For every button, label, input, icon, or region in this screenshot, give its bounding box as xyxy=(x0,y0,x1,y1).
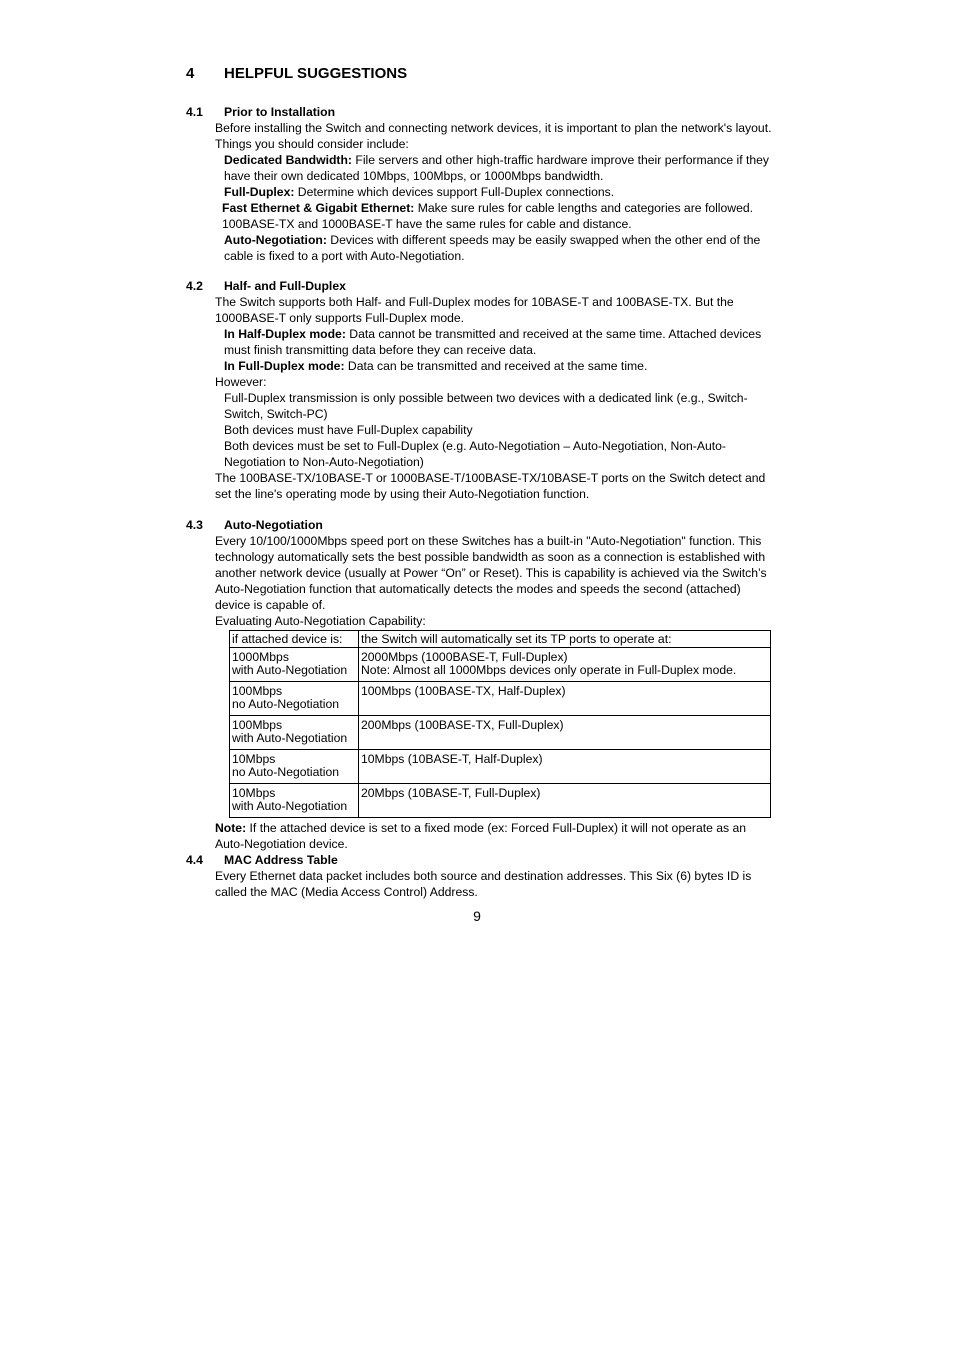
table-row xyxy=(230,682,771,716)
section-number: 4.3 xyxy=(186,518,203,532)
cell-line: 100Mbps xyxy=(232,684,283,698)
table-row xyxy=(230,750,771,784)
cell-line: 1000Mbps xyxy=(232,650,289,664)
table-cell xyxy=(359,784,771,818)
mode-label: In Half-Duplex mode: xyxy=(224,327,346,341)
section-note xyxy=(215,820,776,852)
cell-line: Note: Almost all 1000Mbps devices only operate in Full-Duplex mode. xyxy=(361,663,737,677)
mode-label: In Full-Duplex mode: xyxy=(224,359,345,373)
item-text: Devices with different speeds may be easily swapped when the other end of the cable is fixed to a port with Auto-Negotiation. xyxy=(224,233,761,263)
section-prior-to-installation xyxy=(186,104,776,264)
section-number: 4.4 xyxy=(186,853,203,867)
condition-item: Both devices must be set to Full-Duplex (e.g. Auto-Negotiation – Auto-Negotiation, Non-Auto-Negotiation to Non-Auto-Negotiation) xyxy=(224,439,726,469)
table-header-cell: the Switch will automatically set its TP ports to operate at: xyxy=(359,631,771,648)
section-heading xyxy=(186,517,776,533)
section-auto-negotiation xyxy=(186,517,776,852)
section-title: MAC Address Table xyxy=(224,853,338,867)
chapter-heading xyxy=(186,65,407,82)
section-text: Every Ethernet data packet includes both source and destination addresses. This Six (6) bytes ID is called the MAC (Media Access Control) Address. xyxy=(215,869,752,899)
cell-line: 2000Mbps (1000BASE-T, Full-Duplex) xyxy=(361,650,568,664)
cell-line: 20Mbps (10BASE-T, Full-Duplex) xyxy=(361,786,541,800)
section-intro: Before installing the Switch and connecting network devices, it is important to plan the network's layout. Things you should consider include: xyxy=(215,121,772,151)
table-cell xyxy=(359,750,771,784)
table-cell xyxy=(230,682,359,716)
section-heading xyxy=(186,104,776,120)
section-number: 4.1 xyxy=(186,105,203,119)
cell-line: with Auto-Negotiation xyxy=(232,731,348,745)
cell-line: no Auto-Negotiation xyxy=(232,765,340,779)
mode-text: Data cannot be transmitted and received at the same time. Attached devices must finish transmitting data before they can receive data. xyxy=(224,327,762,357)
cell-line: 10Mbps xyxy=(232,786,276,800)
section-title: Auto-Negotiation xyxy=(224,518,323,532)
item-label: Full-Duplex: xyxy=(224,185,295,199)
chapter-number: 4 xyxy=(186,65,195,82)
condition-item: Full-Duplex transmission is only possible between two devices with a dedicated link (e.g., Switch-Switch, Switch-PC) xyxy=(224,391,748,421)
item-text: File servers and other high-traffic hardware improve their performance if they have their own dedicated 10Mbps, 100Mbps, or 1000Mbps bandwidth. xyxy=(224,153,770,183)
table-cell xyxy=(359,682,771,716)
section-half-full-duplex xyxy=(186,278,776,502)
note-label: Note: xyxy=(215,821,247,835)
cell-line: with Auto-Negotiation xyxy=(232,799,348,813)
table-cell xyxy=(230,716,359,750)
item-label: Dedicated Bandwidth: xyxy=(224,153,352,167)
section-title: Half- and Full-Duplex xyxy=(224,279,346,293)
item-label: Auto-Negotiation: xyxy=(224,233,327,247)
cell-line: 100Mbps (100BASE-TX, Half-Duplex) xyxy=(361,684,566,698)
section-title: Prior to Installation xyxy=(224,105,336,119)
chapter-title: HELPFUL SUGGESTIONS xyxy=(224,65,408,82)
consideration-item xyxy=(224,232,776,264)
cell-line: with Auto-Negotiation xyxy=(232,663,348,677)
consideration-item xyxy=(224,152,776,184)
table-cell xyxy=(359,648,771,682)
consideration-item xyxy=(222,200,776,232)
table-cell xyxy=(230,784,359,818)
section-heading xyxy=(186,278,776,294)
section-number: 4.2 xyxy=(186,279,203,293)
table-row xyxy=(230,716,771,750)
item-label: Fast Ethernet & Gigabit Ethernet: xyxy=(222,201,415,215)
item-text: Make sure rules for cable lengths and categories are followed. 100BASE-TX and 1000BASE-T have the same rules for cable and distance. xyxy=(222,201,754,231)
table-header-row xyxy=(230,631,771,648)
section-intro: The Switch supports both Half- and Full-Duplex modes for 10BASE-T and 100BASE-TX. But the 1000BASE-T only supports Full-Duplex mode. xyxy=(215,295,734,325)
mode-text: Data can be transmitted and received at the same time. xyxy=(344,359,648,373)
cell-line: 10Mbps (10BASE-T, Half-Duplex) xyxy=(361,752,543,766)
section-closing: The 100BASE-TX/10BASE-T or 1000BASE-T/100BASE-TX/10BASE-T ports on the Switch detect and set the line's operating mode by using their Auto-Negotiation function. xyxy=(215,471,766,501)
auto-negotiation-table xyxy=(229,630,771,818)
page-number: 9 xyxy=(473,908,481,924)
however-label: However: xyxy=(215,375,267,389)
section-mac-address-table xyxy=(186,852,776,900)
table-caption: Evaluating Auto-Negotiation Capability: xyxy=(215,614,426,628)
table-cell xyxy=(230,648,359,682)
cell-line: 200Mbps (100BASE-TX, Full-Duplex) xyxy=(361,718,564,732)
table-row xyxy=(230,648,771,682)
condition-item: Both devices must have Full-Duplex capability xyxy=(224,423,473,437)
note-text: If the attached device is set to a fixed mode (ex: Forced Full-Duplex) it will not operate as an Auto-Negotiation device. xyxy=(215,821,747,851)
cell-line: 10Mbps xyxy=(232,752,276,766)
item-text: Determine which devices support Full-Duplex connections. xyxy=(294,185,615,199)
table-header-cell: if attached device is: xyxy=(230,631,359,648)
cell-line: no Auto-Negotiation xyxy=(232,697,340,711)
table-cell xyxy=(359,716,771,750)
section-heading xyxy=(186,852,776,868)
cell-line: 100Mbps xyxy=(232,718,283,732)
consideration-item xyxy=(224,184,776,200)
section-intro: Every 10/100/1000Mbps speed port on these Switches has a built-in "Auto-Negotiation" function. This technology automatically sets the best possible bandwidth as soon as a connection is established with another network device (usually at Power “On” or Reset). This is capability is achieved via the Switch’s Auto-Negotiation function that automatically detects the modes and speeds the second (attached) device is capable of. xyxy=(215,534,767,612)
table-cell xyxy=(230,750,359,784)
table-row xyxy=(230,784,771,818)
mode-item xyxy=(224,326,776,358)
mode-item xyxy=(224,358,776,374)
